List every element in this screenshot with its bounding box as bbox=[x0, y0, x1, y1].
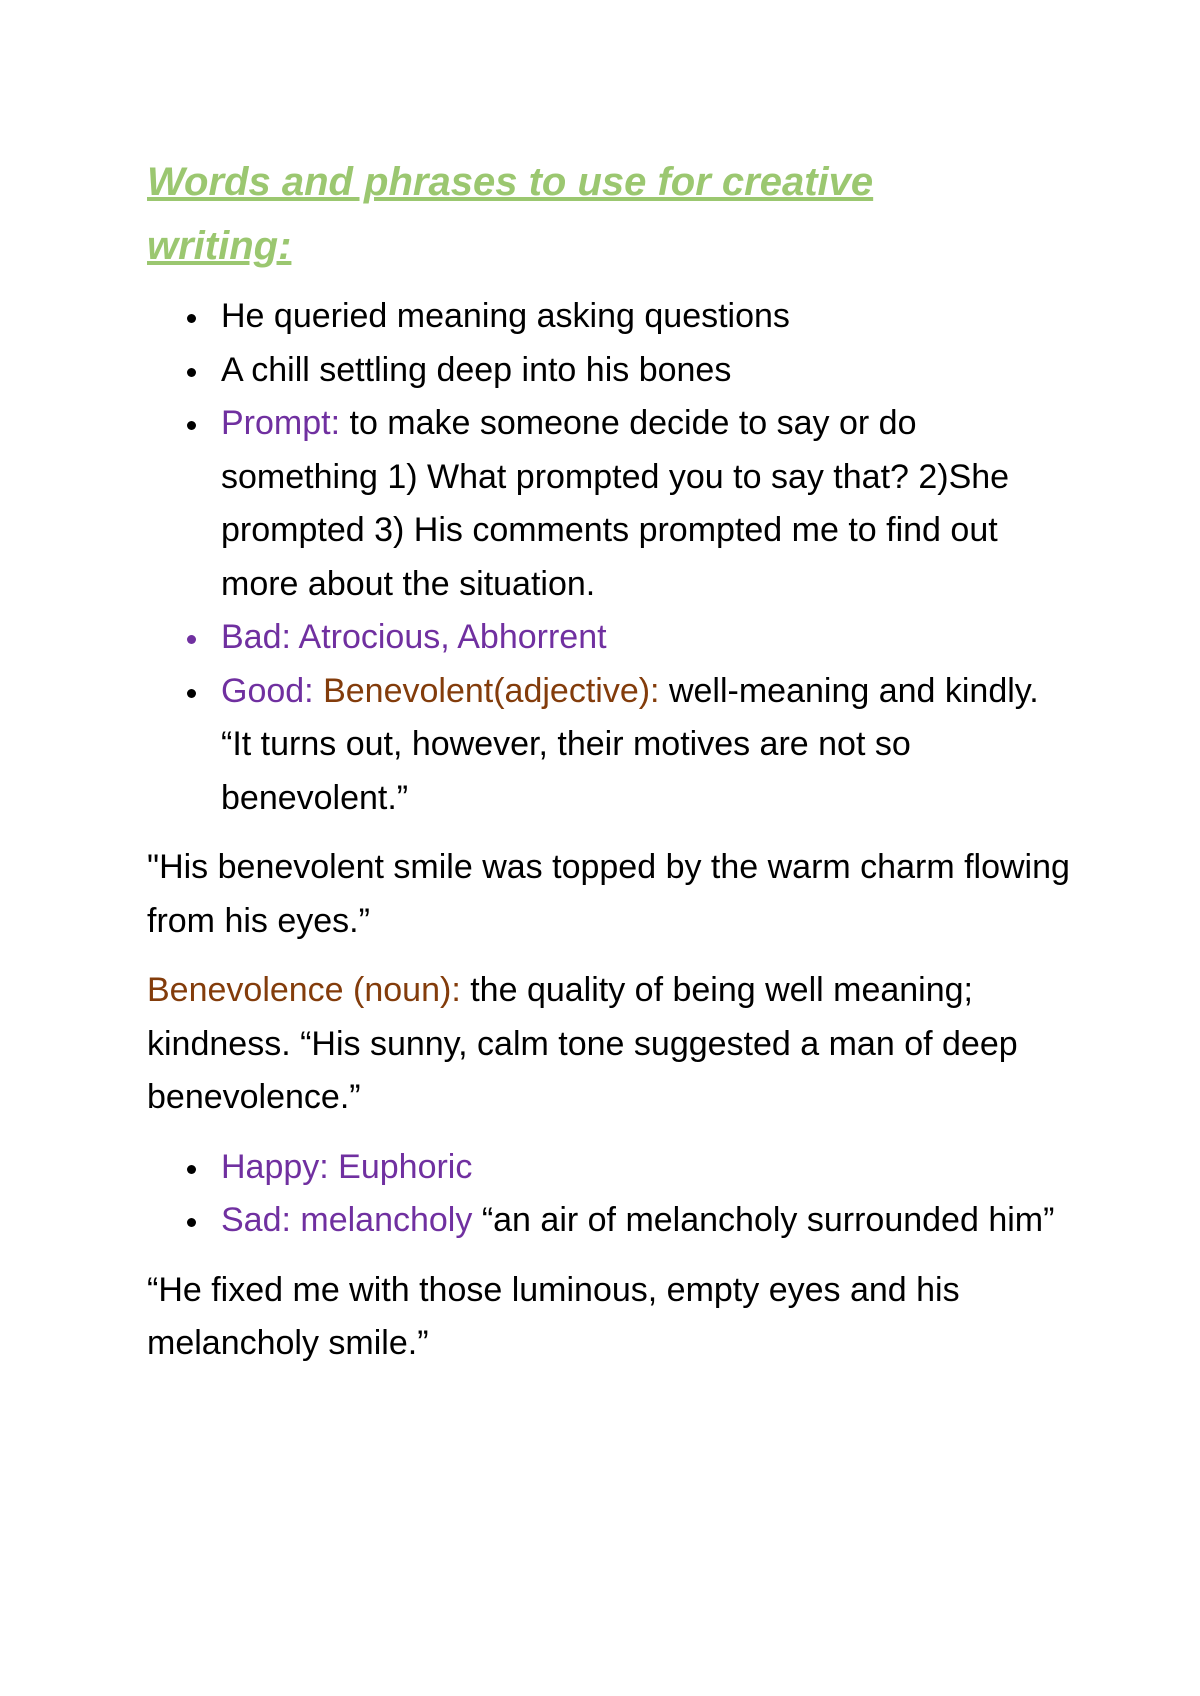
definition-prompt: to make someone decide to say or do something 1) What prompted you to say that? 2)She prompted 3) His comments prompted me to find out more about the situation. bbox=[221, 404, 1010, 603]
bullet-icon bbox=[187, 1165, 196, 1174]
word-list-2 bbox=[147, 1141, 1077, 1248]
quote-melancholy-smile: “He fixed me with those luminous, empty eyes and his melancholy smile.” bbox=[147, 1270, 960, 1362]
list-item bbox=[147, 344, 1077, 398]
definition-benevolence: the quality of being well meaning; kindness. “His sunny, calm tone suggested a man of deep benevolence.” bbox=[147, 971, 1018, 1116]
definition-sad: “an air of melancholy surrounded him” bbox=[472, 1201, 1055, 1239]
list-item bbox=[147, 1194, 1077, 1248]
definition-benevolent: well-meaning and kindly. “It turns out, however, their motives are not so benevolent.” bbox=[221, 671, 1039, 817]
page-title bbox=[147, 150, 967, 278]
title-line-2: writing: bbox=[147, 224, 292, 268]
list-item bbox=[147, 665, 1077, 826]
list-item bbox=[147, 1141, 1077, 1195]
list-item bbox=[147, 290, 1077, 344]
quote-benevolent-smile: "His benevolent smile was topped by the warm charm flowing from his eyes.” bbox=[147, 848, 1070, 940]
list-item bbox=[147, 397, 1077, 611]
list-item-text: A chill settling deep into his bones bbox=[221, 350, 732, 389]
list-item bbox=[147, 611, 1077, 665]
term-prompt: Prompt: bbox=[221, 404, 341, 442]
term-bad: Bad: Atrocious, Abhorrent bbox=[221, 618, 607, 656]
word-list-1 bbox=[147, 290, 1077, 825]
bullet-icon bbox=[187, 689, 196, 698]
bullet-icon bbox=[187, 1218, 196, 1227]
bullet-icon bbox=[187, 421, 196, 430]
bullet-icon bbox=[187, 314, 196, 323]
term-good: Good: bbox=[221, 671, 324, 710]
term-benevolence: Benevolence (noun): bbox=[147, 971, 461, 1009]
bullet-icon bbox=[187, 635, 196, 644]
term-happy: Happy: Euphoric bbox=[221, 1147, 473, 1186]
bullet-icon bbox=[187, 368, 196, 377]
list-item-text: He queried meaning asking questions bbox=[221, 297, 790, 335]
document-page bbox=[147, 150, 1077, 1371]
benevolence-paragraph bbox=[147, 964, 1077, 1125]
title-line-1: Words and phrases to use for creative bbox=[147, 160, 874, 204]
term-sad: Sad: melancholy bbox=[221, 1201, 473, 1239]
term-benevolent: Benevolent(adjective): bbox=[323, 671, 660, 710]
